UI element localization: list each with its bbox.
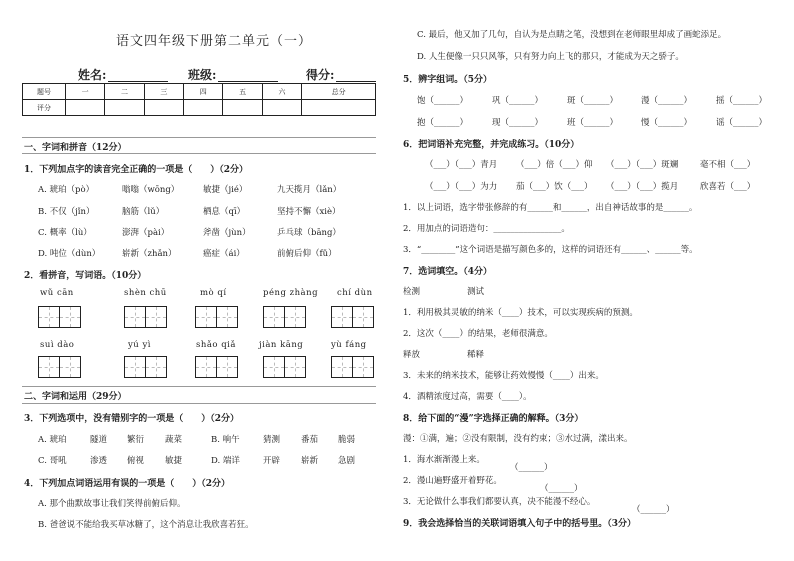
section-1-title: 一、字词和拼音（12分） bbox=[24, 143, 127, 153]
q3-word: 渗透 bbox=[90, 456, 108, 466]
divider bbox=[22, 153, 376, 154]
q1-word: 脑筋（lǔ） bbox=[122, 207, 165, 217]
question-6: 6．把词语补充完整，并完成练习。（10分） bbox=[403, 140, 580, 150]
write-box[interactable] bbox=[331, 306, 373, 328]
section-2-title: 二、字词和运用（29分） bbox=[24, 392, 127, 402]
name-label: 姓名: bbox=[78, 68, 107, 82]
q5-item[interactable]: 漫（______） bbox=[641, 96, 693, 106]
q7-word: 稀释 bbox=[467, 350, 485, 360]
q3-word: 开辟 bbox=[263, 456, 281, 466]
answer-blank[interactable]: （______） bbox=[632, 505, 675, 515]
pinyin-label: shǎo qiǎ bbox=[196, 340, 236, 350]
q4-option-b[interactable]: B. 爸爸说不能给我买草冰糖了，这个消息让我欣喜若狂。 bbox=[38, 520, 254, 530]
page-title: 语文四年级下册第二单元（一） bbox=[116, 34, 313, 49]
pinyin-label: yù fáng bbox=[331, 340, 367, 350]
q1-word: 嗡嗡（wōng） bbox=[122, 185, 180, 195]
answer-blank[interactable]: （______） bbox=[540, 484, 583, 494]
q5-item[interactable]: 班（______） bbox=[567, 118, 619, 128]
q1-word: 坚持不懈（xiè） bbox=[277, 207, 341, 217]
write-box[interactable] bbox=[38, 306, 80, 328]
write-box[interactable] bbox=[38, 356, 80, 378]
q3-word: 番茄 bbox=[301, 435, 319, 445]
q3-word: 敏捷 bbox=[165, 456, 183, 466]
write-box[interactable] bbox=[195, 356, 237, 378]
score-row-label: 评分 bbox=[23, 100, 66, 116]
q1-option-d[interactable]: D. 吨位（dùn） bbox=[38, 249, 101, 259]
write-box[interactable] bbox=[263, 356, 305, 378]
question-1: 1．下列加点字的读音完全正确的一项是（ ）（2分） bbox=[24, 165, 249, 175]
q5-item[interactable]: 饱（______） bbox=[417, 96, 469, 106]
score-header-cell: 题号 bbox=[23, 84, 66, 100]
q3-option-a[interactable]: A. 琥珀 bbox=[38, 435, 67, 445]
q6-item[interactable]: （___）倍（___）仰 bbox=[516, 160, 593, 170]
q6-item[interactable]: （___）（___）斑斓 bbox=[606, 160, 679, 170]
q5-item[interactable]: 现（______） bbox=[492, 118, 544, 128]
score-header-cell: 三 bbox=[144, 84, 183, 100]
write-box[interactable] bbox=[195, 306, 237, 328]
q1-word: 乒乓球（bāng） bbox=[277, 228, 341, 238]
write-box[interactable] bbox=[263, 306, 305, 328]
q6-item[interactable]: （___）（___）为力 bbox=[425, 182, 498, 192]
question-3: 3．下列选项中，没有错别字的一项是（ ）（2分） bbox=[24, 414, 240, 424]
pinyin-label: wǔ cān bbox=[40, 288, 74, 298]
score-header-cell: 四 bbox=[184, 84, 223, 100]
q7-sentence: 3．未来的纳米技术，能够让药效慢慢（____）出来。 bbox=[403, 371, 604, 381]
q7-sentence: 2．这次（____）的结果，老师很满意。 bbox=[403, 329, 553, 339]
score-cell[interactable] bbox=[105, 100, 144, 116]
q6-item[interactable]: （___）（___）揽月 bbox=[606, 182, 679, 192]
score-cell[interactable] bbox=[262, 100, 301, 116]
question-2: 2．看拼音，写词语。（10分） bbox=[24, 271, 147, 281]
class-label: 班级: bbox=[188, 68, 217, 82]
q3-word: 隧道 bbox=[90, 435, 108, 445]
q1-word: 斧凿（jùn） bbox=[203, 228, 251, 238]
q8-sentence: 1．海水渐渐漫上来。 bbox=[403, 455, 485, 465]
q5-item[interactable]: 谣（______） bbox=[716, 118, 768, 128]
q1-word: 澎湃（pài） bbox=[122, 228, 170, 238]
divider bbox=[22, 403, 376, 404]
q1-word: 癌症（ái） bbox=[203, 249, 245, 259]
question-5: 5．辨字组词。（5分） bbox=[403, 75, 493, 85]
q1-word: 崭新（zhǎn） bbox=[122, 249, 177, 259]
question-7: 7．选词填空。（4分） bbox=[403, 267, 493, 277]
write-box[interactable] bbox=[331, 356, 373, 378]
q6-subquestion: 2．用加点的词语造句：________________。 bbox=[403, 224, 570, 234]
q3-word: 急剧 bbox=[338, 456, 356, 466]
q4-option-a[interactable]: A. 那个曲默故事让我们笑得前俯后仰。 bbox=[38, 499, 186, 509]
q1-word: 敏捷（jié） bbox=[203, 185, 248, 195]
score-cell[interactable] bbox=[302, 100, 376, 116]
q3-word: 繁衍 bbox=[127, 435, 145, 445]
q3-option-c[interactable]: C. 哥吼 bbox=[38, 456, 67, 466]
q8-definition: 漫：①满，遍；②没有限制，没有约束；③水过满，漾出来。 bbox=[403, 434, 633, 444]
question-4: 4．下列加点词语运用有误的一项是（ ）（2分） bbox=[24, 479, 231, 489]
write-box[interactable] bbox=[124, 356, 166, 378]
score-header-cell: 一 bbox=[66, 84, 105, 100]
pinyin-label: chí dùn bbox=[337, 288, 373, 298]
score-header-cell: 总分 bbox=[302, 84, 376, 100]
divider bbox=[22, 137, 376, 138]
q8-sentence: 2．漫山遍野盛开着野花。 bbox=[403, 476, 502, 486]
q1-word: 栖息（qī） bbox=[203, 207, 246, 217]
q3-option-b[interactable]: B. 响午 bbox=[211, 435, 240, 445]
q6-item[interactable]: （___）（___）青月 bbox=[425, 160, 498, 170]
q7-word: 释放 bbox=[403, 350, 421, 360]
q7-word: 检测 bbox=[403, 287, 421, 297]
q6-subquestion: 3．“________”这个词语是描写颜色多的，这样的词语还有______、______等。 bbox=[403, 245, 698, 255]
q5-item[interactable]: 摇（______） bbox=[716, 96, 768, 106]
q7-sentence: 1．利用极其灵敏的纳米（____）技术，可以实现疾病的预测。 bbox=[403, 308, 638, 318]
q3-word: 脆弱 bbox=[338, 435, 356, 445]
q1-option-a[interactable]: A. 琥珀（pò） bbox=[38, 185, 95, 195]
pinyin-label: mò qí bbox=[200, 288, 227, 298]
q1-option-c[interactable]: C. 概率（lù） bbox=[38, 228, 92, 238]
score-label: 得分: bbox=[306, 68, 335, 82]
q4-option-c[interactable]: C. 最后，他又加了几句，自认为是点睛之笔，没想到在老师眼里却成了画蛇添足。 bbox=[417, 30, 727, 40]
score-table-row bbox=[23, 100, 376, 116]
q1-option-b[interactable]: B. 不仅（jǐn） bbox=[38, 207, 95, 217]
pinyin-label: suì dào bbox=[40, 340, 75, 350]
q6-item[interactable]: 毫不相（___） bbox=[700, 160, 756, 170]
score-cell[interactable] bbox=[144, 100, 183, 116]
q7-word: 测试 bbox=[467, 287, 485, 297]
divider bbox=[22, 386, 376, 387]
question-9: 9．我会选择恰当的关联词语填入句子中的括号里。（3分） bbox=[403, 519, 637, 529]
question-8: 8．给下面的“漫”字选择正确的解释。（3分） bbox=[403, 414, 584, 424]
q3-word: 俯视 bbox=[127, 456, 145, 466]
q5-item[interactable]: 巩（______） bbox=[492, 96, 544, 106]
q3-word: 崭新 bbox=[301, 456, 319, 466]
q1-word: 前俯后仰（fǔ） bbox=[277, 249, 337, 259]
score-table bbox=[22, 83, 376, 116]
score-cell[interactable] bbox=[184, 100, 223, 116]
q3-word: 蔬菜 bbox=[165, 435, 183, 445]
q6-subquestion: 1．以上词语，选字带张修辞的有______和______，出自神话故事的是______。 bbox=[403, 203, 698, 213]
pinyin-label: péng zhàng bbox=[263, 288, 319, 298]
q5-item[interactable]: 慢（______） bbox=[641, 118, 693, 128]
q1-word: 九天揽月（lǎn） bbox=[277, 185, 342, 195]
score-header-cell: 二 bbox=[105, 84, 144, 100]
q3-option-d[interactable]: D. 端详 bbox=[211, 456, 240, 466]
pinyin-label: jiàn kāng bbox=[259, 340, 304, 350]
score-header-cell: 六 bbox=[262, 84, 301, 100]
answer-blank[interactable]: （______） bbox=[510, 463, 553, 473]
score-header-cell: 五 bbox=[223, 84, 262, 100]
q6-item[interactable]: 茄（___）饮（___） bbox=[516, 182, 593, 192]
q5-item[interactable]: 斑（______） bbox=[567, 96, 619, 106]
q7-sentence: 4．酒精浓度过高，需要（____）。 bbox=[403, 392, 532, 402]
pinyin-label: yú yì bbox=[128, 340, 151, 350]
score-cell[interactable] bbox=[223, 100, 262, 116]
pinyin-label: shèn chū bbox=[124, 288, 167, 298]
q5-item[interactable]: 抱（______） bbox=[417, 118, 469, 128]
q8-sentence: 3．无论做什么事我们都要认真，决不能漫不经心。 bbox=[403, 497, 596, 507]
q4-option-d[interactable]: D. 人生便像一只只风筝，只有努力向上飞的那只，才能成为天之骄子。 bbox=[417, 52, 684, 62]
q6-item[interactable]: 欣喜若（___） bbox=[700, 182, 756, 192]
q3-word: 猜测 bbox=[263, 435, 281, 445]
score-cell[interactable] bbox=[66, 100, 105, 116]
score-table-header-row bbox=[23, 84, 376, 100]
write-box[interactable] bbox=[124, 306, 166, 328]
